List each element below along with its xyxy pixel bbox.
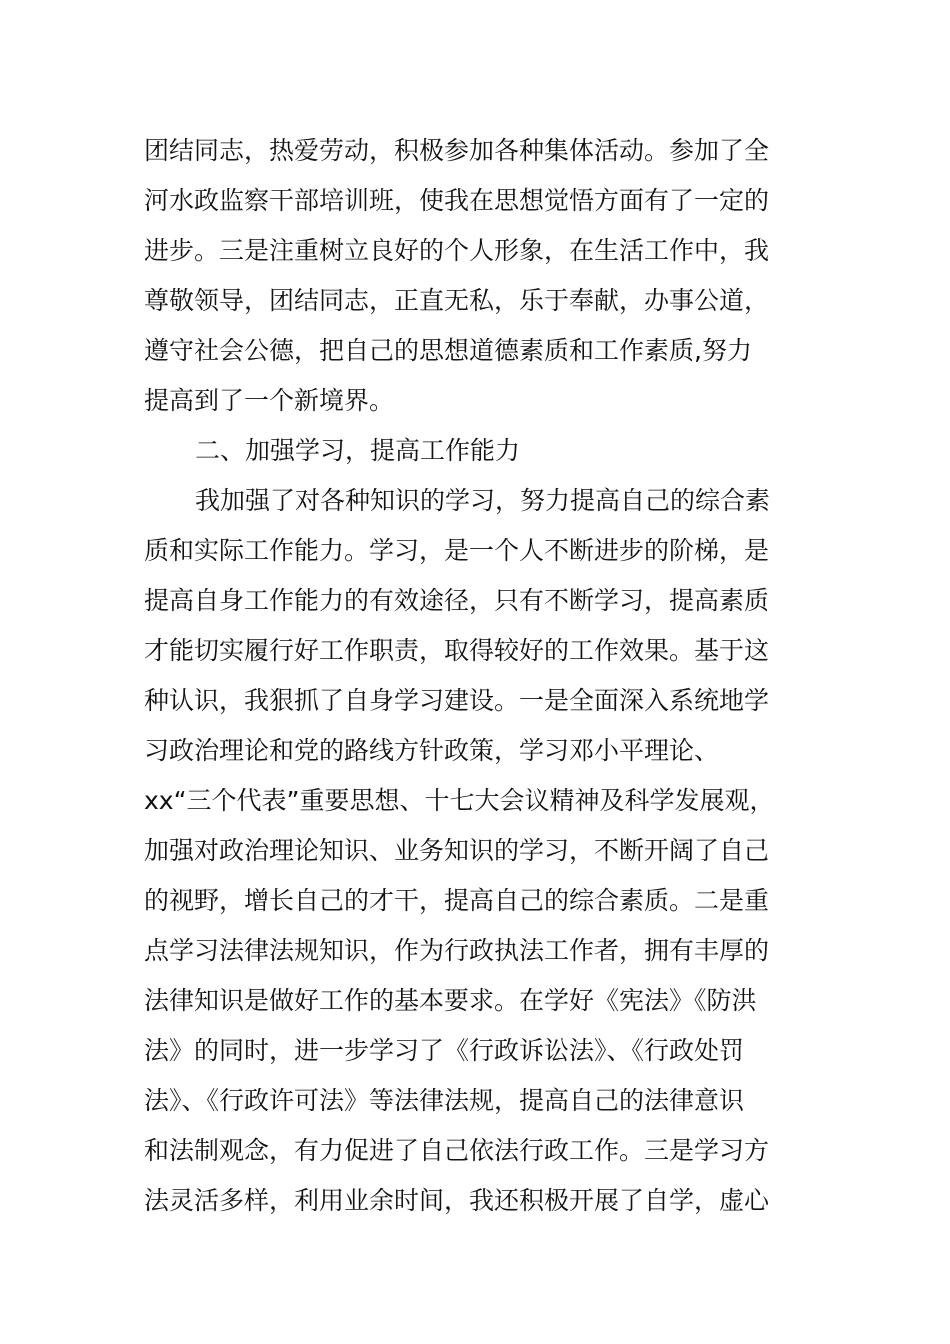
section-heading: 二、加强学习，提高工作能力 — [195, 436, 521, 465]
text-line: 点学习法律法规知识，作为行政执法工作者，拥有丰厚的 — [144, 936, 770, 965]
text-line: 才能切实履行好工作职责，取得较好的工作效果。基于这 — [144, 636, 770, 665]
text-line: 团结同志，热爱劳动，积极参加各种集体活动。参加了全 — [144, 136, 770, 165]
text-line: 法》、《行政许可法》等法律法规，提高自己的法律意识 — [144, 1086, 745, 1115]
body-text — [144, 126, 804, 1226]
text-line: 种认识，我狠抓了自身学习建设。一是全面深入系统地学 — [144, 686, 770, 715]
text-line: 我加强了对各种知识的学习，努力提高自己的综合素 — [195, 486, 771, 515]
text-line: 和法制观念，有力促进了自己依法行政工作。三是学习方 — [144, 1136, 770, 1165]
text-line: 法律知识是做好工作的基本要求。在学好《宪法》《防洪 — [144, 986, 757, 1015]
text-line: 法》的同时，进一步学习了《行政诉讼法》、《行政处罚 — [144, 1036, 745, 1065]
text-line: 质和实际工作能力。学习，是一个人不断进步的阶梯，是 — [144, 536, 770, 565]
text-line: 的视野，增长自己的才干，提高自己的综合素质。二是重 — [144, 886, 770, 915]
text-line: 提高自身工作能力的有效途径，只有不断学习，提高素质 — [144, 586, 770, 615]
text-line: 河水政监察干部培训班，使我在思想觉悟方面有了一定的 — [144, 186, 770, 215]
text-line: 法灵活多样，利用业余时间，我还积极开展了自学，虚心 — [144, 1186, 770, 1215]
text-line: 尊敬领导，团结同志，正直无私，乐于奉献，办事公道， — [144, 286, 770, 315]
text-line: 习政治理论和党的路线方针政策，学习邓小平理论、 — [144, 736, 720, 765]
text-line: 提高到了一个新境界。 — [144, 386, 395, 415]
text-line: xx“三个代表”重要思想、十七大会议精神及科学发展观， — [144, 786, 775, 815]
text-line: 遵守社会公德，把自己的思想道德素质和工作素质,努力 — [144, 336, 752, 365]
text-line: 加强对政治理论知识、业务知识的学习，不断开阔了自己 — [144, 836, 770, 865]
text-line: 进步。三是注重树立良好的个人形象，在生活工作中，我 — [144, 236, 770, 265]
